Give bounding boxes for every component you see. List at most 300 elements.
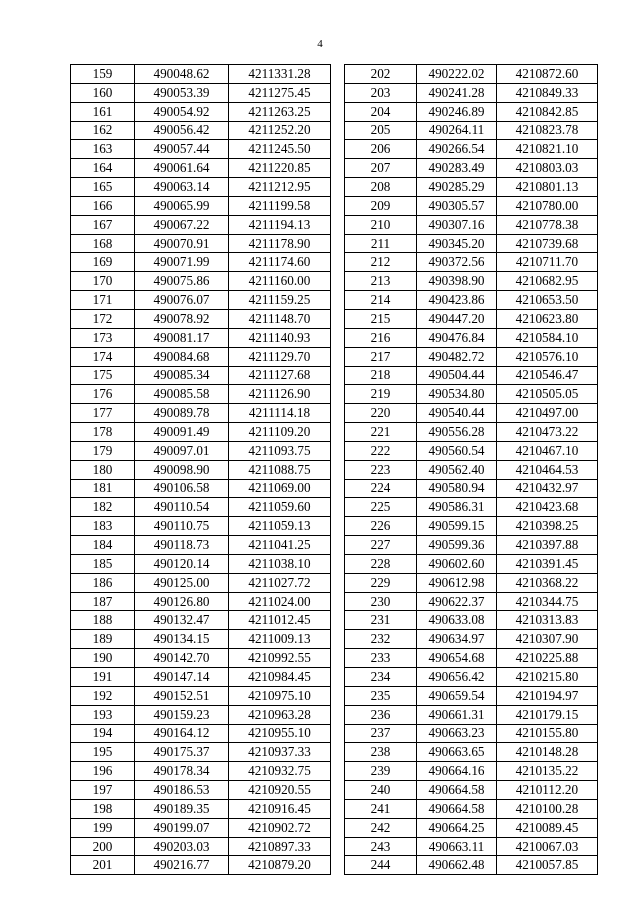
- point-number-cell: 172: [71, 309, 135, 328]
- table-row: [345, 517, 598, 536]
- y-coordinate-cell: 4210801.13: [497, 178, 598, 197]
- table-row: [71, 498, 331, 517]
- y-coordinate-cell: 4211038.10: [229, 554, 331, 573]
- x-coordinate-cell: 490663.11: [417, 837, 497, 856]
- point-number-cell: 207: [345, 159, 417, 178]
- table-row: [345, 837, 598, 856]
- x-coordinate-cell: 490089.78: [135, 404, 229, 423]
- y-coordinate-cell: 4211199.58: [229, 196, 331, 215]
- point-number-cell: 202: [345, 65, 417, 84]
- x-coordinate-cell: 490065.99: [135, 196, 229, 215]
- table-row: [71, 121, 331, 140]
- x-coordinate-cell: 490152.51: [135, 686, 229, 705]
- x-coordinate-cell: 490178.34: [135, 762, 229, 781]
- point-number-cell: 176: [71, 385, 135, 404]
- y-coordinate-cell: 4211160.00: [229, 272, 331, 291]
- table-row: [71, 479, 331, 498]
- x-coordinate-cell: 490053.39: [135, 83, 229, 102]
- x-coordinate-cell: 490085.34: [135, 366, 229, 385]
- point-number-cell: 238: [345, 743, 417, 762]
- point-number-cell: 178: [71, 423, 135, 442]
- x-coordinate-cell: 490663.23: [417, 724, 497, 743]
- y-coordinate-cell: 4210711.70: [497, 253, 598, 272]
- table-row: [345, 309, 598, 328]
- point-number-cell: 214: [345, 291, 417, 310]
- x-coordinate-cell: 490063.14: [135, 178, 229, 197]
- x-coordinate-cell: 490654.68: [417, 649, 497, 668]
- y-coordinate-cell: 4210955.10: [229, 724, 331, 743]
- y-coordinate-cell: 4210467.10: [497, 441, 598, 460]
- x-coordinate-cell: 490345.20: [417, 234, 497, 253]
- table-row: [345, 121, 598, 140]
- x-coordinate-cell: 490664.16: [417, 762, 497, 781]
- point-number-cell: 230: [345, 592, 417, 611]
- y-coordinate-cell: 4210112.20: [497, 781, 598, 800]
- x-coordinate-cell: 490305.57: [417, 196, 497, 215]
- y-coordinate-cell: 4210821.10: [497, 140, 598, 159]
- y-coordinate-cell: 4211140.93: [229, 328, 331, 347]
- point-number-cell: 208: [345, 178, 417, 197]
- x-coordinate-cell: 490599.36: [417, 536, 497, 555]
- y-coordinate-cell: 4210344.75: [497, 592, 598, 611]
- x-coordinate-cell: 490663.65: [417, 743, 497, 762]
- table-row: [345, 366, 598, 385]
- x-coordinate-cell: 490054.92: [135, 102, 229, 121]
- x-coordinate-cell: 490241.28: [417, 83, 497, 102]
- x-coordinate-cell: 490285.29: [417, 178, 497, 197]
- x-coordinate-cell: 490164.12: [135, 724, 229, 743]
- point-number-cell: 193: [71, 705, 135, 724]
- point-number-cell: 224: [345, 479, 417, 498]
- table-row: [345, 743, 598, 762]
- y-coordinate-cell: 4210932.75: [229, 762, 331, 781]
- x-coordinate-cell: 490189.35: [135, 799, 229, 818]
- y-coordinate-cell: 4211027.72: [229, 573, 331, 592]
- table-row: [345, 762, 598, 781]
- x-coordinate-cell: 490307.16: [417, 215, 497, 234]
- x-coordinate-cell: 490203.03: [135, 837, 229, 856]
- table-row: [71, 159, 331, 178]
- point-number-cell: 185: [71, 554, 135, 573]
- y-coordinate-cell: 4210473.22: [497, 423, 598, 442]
- x-coordinate-cell: 490120.14: [135, 554, 229, 573]
- table-row: [71, 856, 331, 875]
- point-number-cell: 197: [71, 781, 135, 800]
- point-number-cell: 215: [345, 309, 417, 328]
- y-coordinate-cell: 4210823.78: [497, 121, 598, 140]
- x-coordinate-cell: 490540.44: [417, 404, 497, 423]
- x-coordinate-cell: 490085.58: [135, 385, 229, 404]
- y-coordinate-cell: 4210975.10: [229, 686, 331, 705]
- point-number-cell: 240: [345, 781, 417, 800]
- x-coordinate-cell: 490134.15: [135, 630, 229, 649]
- table-row: [71, 385, 331, 404]
- y-coordinate-cell: 4211263.25: [229, 102, 331, 121]
- y-coordinate-cell: 4211245.50: [229, 140, 331, 159]
- point-number-cell: 194: [71, 724, 135, 743]
- table-row: [345, 554, 598, 573]
- table-row: [71, 592, 331, 611]
- x-coordinate-cell: 490562.40: [417, 460, 497, 479]
- x-coordinate-cell: 490283.49: [417, 159, 497, 178]
- x-coordinate-cell: 490091.49: [135, 423, 229, 442]
- x-coordinate-cell: 490612.98: [417, 573, 497, 592]
- x-coordinate-cell: 490081.17: [135, 328, 229, 347]
- point-number-cell: 203: [345, 83, 417, 102]
- y-coordinate-cell: 4210963.28: [229, 705, 331, 724]
- point-number-cell: 164: [71, 159, 135, 178]
- x-coordinate-cell: 490147.14: [135, 668, 229, 687]
- table-row: [71, 328, 331, 347]
- table-row: [71, 649, 331, 668]
- table-row: [345, 479, 598, 498]
- point-number-cell: 220: [345, 404, 417, 423]
- table-row: [345, 611, 598, 630]
- point-number-cell: 170: [71, 272, 135, 291]
- table-row: [345, 686, 598, 705]
- x-coordinate-cell: 490098.90: [135, 460, 229, 479]
- point-number-cell: 236: [345, 705, 417, 724]
- table-row: [71, 253, 331, 272]
- y-coordinate-cell: 4211041.25: [229, 536, 331, 555]
- table-row: [71, 234, 331, 253]
- y-coordinate-cell: 4210984.45: [229, 668, 331, 687]
- x-coordinate-cell: 490057.44: [135, 140, 229, 159]
- point-number-cell: 175: [71, 366, 135, 385]
- table-row: [71, 762, 331, 781]
- table-row: [345, 65, 598, 84]
- coordinates-table-right: [344, 64, 598, 875]
- y-coordinate-cell: 4210179.15: [497, 705, 598, 724]
- table-row: [71, 743, 331, 762]
- table-row: [71, 837, 331, 856]
- x-coordinate-cell: 490056.42: [135, 121, 229, 140]
- table-row: [345, 799, 598, 818]
- point-number-cell: 171: [71, 291, 135, 310]
- point-number-cell: 221: [345, 423, 417, 442]
- y-coordinate-cell: 4211009.13: [229, 630, 331, 649]
- table-row: [345, 724, 598, 743]
- table-row: [345, 385, 598, 404]
- y-coordinate-cell: 4210067.03: [497, 837, 598, 856]
- x-coordinate-cell: 490423.86: [417, 291, 497, 310]
- y-coordinate-cell: 4210194.97: [497, 686, 598, 705]
- x-coordinate-cell: 490076.07: [135, 291, 229, 310]
- y-coordinate-cell: 4210505.05: [497, 385, 598, 404]
- point-number-cell: 242: [345, 818, 417, 837]
- x-coordinate-cell: 490067.22: [135, 215, 229, 234]
- table-row: [71, 799, 331, 818]
- table-row: [345, 404, 598, 423]
- x-coordinate-cell: 490186.53: [135, 781, 229, 800]
- x-coordinate-cell: 490633.08: [417, 611, 497, 630]
- x-coordinate-cell: 490661.31: [417, 705, 497, 724]
- point-number-cell: 227: [345, 536, 417, 555]
- y-coordinate-cell: 4211159.25: [229, 291, 331, 310]
- point-number-cell: 186: [71, 573, 135, 592]
- x-coordinate-cell: 490075.86: [135, 272, 229, 291]
- y-coordinate-cell: 4210920.55: [229, 781, 331, 800]
- y-coordinate-cell: 4211059.60: [229, 498, 331, 517]
- y-coordinate-cell: 4211178.90: [229, 234, 331, 253]
- y-coordinate-cell: 4210992.55: [229, 649, 331, 668]
- point-number-cell: 217: [345, 347, 417, 366]
- x-coordinate-cell: 490118.73: [135, 536, 229, 555]
- point-number-cell: 190: [71, 649, 135, 668]
- point-number-cell: 174: [71, 347, 135, 366]
- y-coordinate-cell: 4210916.45: [229, 799, 331, 818]
- table-row: [71, 291, 331, 310]
- table-row: [345, 573, 598, 592]
- y-coordinate-cell: 4210398.25: [497, 517, 598, 536]
- x-coordinate-cell: 490084.68: [135, 347, 229, 366]
- table-row: [345, 592, 598, 611]
- table-row: [345, 818, 598, 837]
- point-number-cell: 200: [71, 837, 135, 856]
- y-coordinate-cell: 4210464.53: [497, 460, 598, 479]
- y-coordinate-cell: 4211069.00: [229, 479, 331, 498]
- point-number-cell: 181: [71, 479, 135, 498]
- point-number-cell: 177: [71, 404, 135, 423]
- point-number-cell: 195: [71, 743, 135, 762]
- point-number-cell: 235: [345, 686, 417, 705]
- point-number-cell: 210: [345, 215, 417, 234]
- point-number-cell: 211: [345, 234, 417, 253]
- table-row: [345, 630, 598, 649]
- point-number-cell: 162: [71, 121, 135, 140]
- x-coordinate-cell: 490476.84: [417, 328, 497, 347]
- x-coordinate-cell: 490372.56: [417, 253, 497, 272]
- y-coordinate-cell: 4210902.72: [229, 818, 331, 837]
- table-row: [345, 291, 598, 310]
- table-row: [71, 178, 331, 197]
- point-number-cell: 180: [71, 460, 135, 479]
- point-number-cell: 216: [345, 328, 417, 347]
- point-number-cell: 159: [71, 65, 135, 84]
- point-number-cell: 225: [345, 498, 417, 517]
- point-number-cell: 168: [71, 234, 135, 253]
- point-number-cell: 182: [71, 498, 135, 517]
- point-number-cell: 212: [345, 253, 417, 272]
- point-number-cell: 244: [345, 856, 417, 875]
- x-coordinate-cell: 490264.11: [417, 121, 497, 140]
- table-row: [71, 309, 331, 328]
- y-coordinate-cell: 4210739.68: [497, 234, 598, 253]
- x-coordinate-cell: 490266.54: [417, 140, 497, 159]
- table-row: [71, 215, 331, 234]
- y-coordinate-cell: 4210584.10: [497, 328, 598, 347]
- table-row: [345, 272, 598, 291]
- y-coordinate-cell: 4210872.60: [497, 65, 598, 84]
- x-coordinate-cell: 490664.25: [417, 818, 497, 837]
- table-row: [345, 423, 598, 442]
- point-number-cell: 228: [345, 554, 417, 573]
- y-coordinate-cell: 4210576.10: [497, 347, 598, 366]
- table-row: [71, 272, 331, 291]
- table-row: [71, 517, 331, 536]
- x-coordinate-cell: 490482.72: [417, 347, 497, 366]
- y-coordinate-cell: 4211220.85: [229, 159, 331, 178]
- point-number-cell: 198: [71, 799, 135, 818]
- point-number-cell: 232: [345, 630, 417, 649]
- point-number-cell: 188: [71, 611, 135, 630]
- y-coordinate-cell: 4210100.28: [497, 799, 598, 818]
- point-number-cell: 233: [345, 649, 417, 668]
- x-coordinate-cell: 490175.37: [135, 743, 229, 762]
- y-coordinate-cell: 4211024.00: [229, 592, 331, 611]
- point-number-cell: 218: [345, 366, 417, 385]
- table-row: [345, 649, 598, 668]
- point-number-cell: 234: [345, 668, 417, 687]
- y-coordinate-cell: 4211012.45: [229, 611, 331, 630]
- point-number-cell: 243: [345, 837, 417, 856]
- y-coordinate-cell: 4210497.00: [497, 404, 598, 423]
- x-coordinate-cell: 490398.90: [417, 272, 497, 291]
- table-row: [345, 668, 598, 687]
- x-coordinate-cell: 490199.07: [135, 818, 229, 837]
- table-row: [71, 705, 331, 724]
- x-coordinate-cell: 490534.80: [417, 385, 497, 404]
- y-coordinate-cell: 4211093.75: [229, 441, 331, 460]
- x-coordinate-cell: 490078.92: [135, 309, 229, 328]
- y-coordinate-cell: 4210682.95: [497, 272, 598, 291]
- x-coordinate-cell: 490447.20: [417, 309, 497, 328]
- table-row: [71, 818, 331, 837]
- x-coordinate-cell: 490106.58: [135, 479, 229, 498]
- point-number-cell: 204: [345, 102, 417, 121]
- point-number-cell: 183: [71, 517, 135, 536]
- x-coordinate-cell: 490622.37: [417, 592, 497, 611]
- y-coordinate-cell: 4211331.28: [229, 65, 331, 84]
- y-coordinate-cell: 4211174.60: [229, 253, 331, 272]
- point-number-cell: 201: [71, 856, 135, 875]
- x-coordinate-cell: 490159.23: [135, 705, 229, 724]
- table-row: [71, 366, 331, 385]
- table-row: [345, 705, 598, 724]
- y-coordinate-cell: 4210778.38: [497, 215, 598, 234]
- table-row: [71, 83, 331, 102]
- x-coordinate-cell: 490504.44: [417, 366, 497, 385]
- y-coordinate-cell: 4210215.80: [497, 668, 598, 687]
- y-coordinate-cell: 4210368.22: [497, 573, 598, 592]
- point-number-cell: 241: [345, 799, 417, 818]
- y-coordinate-cell: 4210089.45: [497, 818, 598, 837]
- table-row: [345, 234, 598, 253]
- y-coordinate-cell: 4210135.22: [497, 762, 598, 781]
- point-number-cell: 239: [345, 762, 417, 781]
- point-number-cell: 226: [345, 517, 417, 536]
- point-number-cell: 167: [71, 215, 135, 234]
- table-row: [345, 140, 598, 159]
- x-coordinate-cell: 490560.54: [417, 441, 497, 460]
- point-number-cell: 205: [345, 121, 417, 140]
- point-number-cell: 160: [71, 83, 135, 102]
- point-number-cell: 219: [345, 385, 417, 404]
- x-coordinate-cell: 490599.15: [417, 517, 497, 536]
- point-number-cell: 179: [71, 441, 135, 460]
- point-number-cell: 213: [345, 272, 417, 291]
- table-row: [71, 65, 331, 84]
- x-coordinate-cell: 490656.42: [417, 668, 497, 687]
- table-row: [71, 423, 331, 442]
- x-coordinate-cell: 490586.31: [417, 498, 497, 517]
- table-row: [71, 460, 331, 479]
- y-coordinate-cell: 4210897.33: [229, 837, 331, 856]
- table-row: [71, 554, 331, 573]
- y-coordinate-cell: 4211252.20: [229, 121, 331, 140]
- y-coordinate-cell: 4210391.45: [497, 554, 598, 573]
- table-row: [71, 686, 331, 705]
- y-coordinate-cell: 4210546.47: [497, 366, 598, 385]
- y-coordinate-cell: 4210849.33: [497, 83, 598, 102]
- table-row: [345, 253, 598, 272]
- x-coordinate-cell: 490061.64: [135, 159, 229, 178]
- table-row: [71, 668, 331, 687]
- table-row: [71, 347, 331, 366]
- x-coordinate-cell: 490659.54: [417, 686, 497, 705]
- x-coordinate-cell: 490097.01: [135, 441, 229, 460]
- x-coordinate-cell: 490048.62: [135, 65, 229, 84]
- point-number-cell: 231: [345, 611, 417, 630]
- x-coordinate-cell: 490556.28: [417, 423, 497, 442]
- point-number-cell: 223: [345, 460, 417, 479]
- y-coordinate-cell: 4211212.95: [229, 178, 331, 197]
- x-coordinate-cell: 490580.94: [417, 479, 497, 498]
- point-number-cell: 199: [71, 818, 135, 837]
- y-coordinate-cell: 4211127.68: [229, 366, 331, 385]
- point-number-cell: 237: [345, 724, 417, 743]
- y-coordinate-cell: 4211148.70: [229, 309, 331, 328]
- table-row: [345, 441, 598, 460]
- table-row: [345, 215, 598, 234]
- x-coordinate-cell: 490246.89: [417, 102, 497, 121]
- table-row: [71, 611, 331, 630]
- coordinates-table-left: [70, 64, 331, 875]
- table-row: [71, 536, 331, 555]
- table-row: [71, 102, 331, 121]
- y-coordinate-cell: 4211088.75: [229, 460, 331, 479]
- table-row: [345, 347, 598, 366]
- y-coordinate-cell: 4211275.45: [229, 83, 331, 102]
- y-coordinate-cell: 4211126.90: [229, 385, 331, 404]
- y-coordinate-cell: 4211114.18: [229, 404, 331, 423]
- x-coordinate-cell: 490125.00: [135, 573, 229, 592]
- y-coordinate-cell: 4210432.97: [497, 479, 598, 498]
- point-number-cell: 161: [71, 102, 135, 121]
- table-row: [345, 83, 598, 102]
- y-coordinate-cell: 4210879.20: [229, 856, 331, 875]
- page-number: 4: [317, 38, 323, 50]
- table-row: [71, 724, 331, 743]
- point-number-cell: 196: [71, 762, 135, 781]
- table-row: [345, 159, 598, 178]
- point-number-cell: 169: [71, 253, 135, 272]
- x-coordinate-cell: 490634.97: [417, 630, 497, 649]
- y-coordinate-cell: 4210307.90: [497, 630, 598, 649]
- point-number-cell: 163: [71, 140, 135, 159]
- point-number-cell: 165: [71, 178, 135, 197]
- point-number-cell: 166: [71, 196, 135, 215]
- table-row: [345, 781, 598, 800]
- table-row: [71, 573, 331, 592]
- y-coordinate-cell: 4210397.88: [497, 536, 598, 555]
- x-coordinate-cell: 490126.80: [135, 592, 229, 611]
- y-coordinate-cell: 4210313.83: [497, 611, 598, 630]
- y-coordinate-cell: 4210148.28: [497, 743, 598, 762]
- y-coordinate-cell: 4211059.13: [229, 517, 331, 536]
- x-coordinate-cell: 490602.60: [417, 554, 497, 573]
- table-row: [345, 178, 598, 197]
